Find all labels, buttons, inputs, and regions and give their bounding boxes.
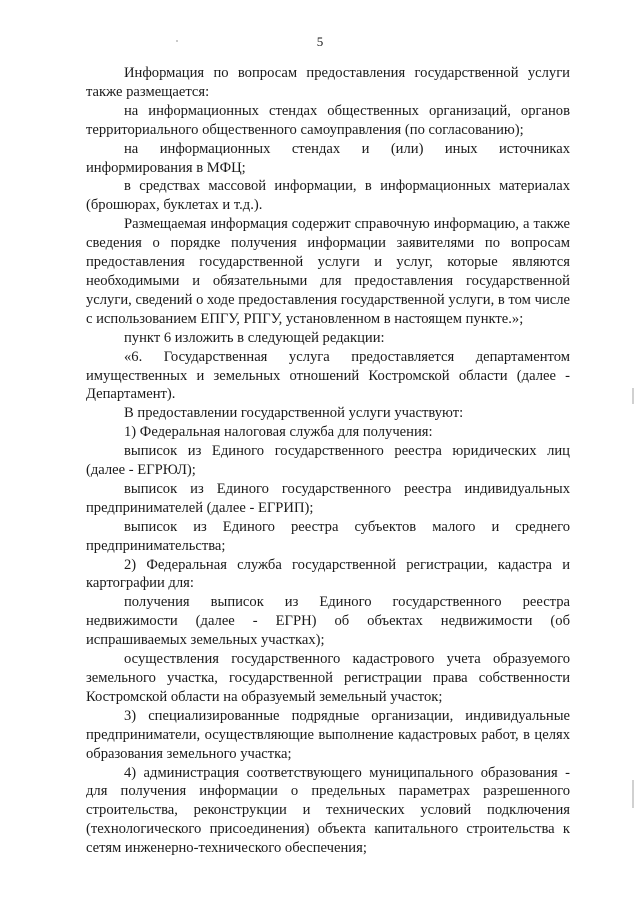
paragraph-amend-point-6: пункт 6 изложить в следующей редакции: <box>124 329 385 346</box>
paragraph-point-6-department: «6. Государственная услуга предоставляется департаментом имущественных и земельных отношений Костромской области (далее - Департамент). <box>86 348 570 403</box>
document-body <box>86 64 570 858</box>
paragraph-sme-register-extracts: выписок из Единого реестра субъектов малого и среднего предпринимательства; <box>86 518 570 554</box>
scan-edge-mark <box>632 780 634 808</box>
paragraph-mfc-stands: на информационных стендах и (или) иных источниках информирования в МФЦ; <box>86 140 570 176</box>
list-item-3-contractors: 3) специализированные подрядные организации, индивидуальные предприниматели, осуществляющие выполнение кадастровых работ, в целях образования земельного участка; <box>86 707 570 762</box>
scan-edge-mark <box>632 388 634 404</box>
paragraph-info-contents: Размещаемая информация содержит справочную информацию, а также сведения о порядке получения информации заявителями по вопросам предоставления государственной услуги и услуг, которые являются необходимыми и обязательными для предоставления государственной услуги, сведений о ходе предоставления государственной услуги, в том числе с использованием ЕПГУ, РПГУ, установленном в настоящем пункте.»; <box>86 216 570 327</box>
page-number: 5 <box>316 34 324 49</box>
paragraph-info-placement: Информация по вопросам предоставления государственной услуги также размещается: <box>86 65 570 100</box>
list-item-2-registration-service: 2) Федеральная служба государственной регистрации, кадастра и картографии для: <box>86 556 570 592</box>
scan-speck <box>176 40 178 42</box>
paragraph-cadastral-registration: осуществления государственного кадастрового учета образуемого земельного участка, государственной регистрации права собственности Костромской области на образуемый земельный участок; <box>86 651 570 705</box>
paragraph-public-organizations: на информационных стендах общественных организаций, органов территориального общественного самоуправления (по согласованию); <box>86 102 570 138</box>
paragraph-mass-media: в средствах массовой информации, в информационных материалах (брошюрах, буклетах и т.д.). <box>86 178 570 214</box>
paragraph-egrn-extracts: получения выписок из Единого государственного реестра недвижимости (далее - ЕГРН) об объектах недвижимости (об испрашиваемых земельных участках); <box>86 594 570 649</box>
paragraph-participants-intro: В предоставлении государственной услуги участвуют: <box>124 405 464 422</box>
paragraph-egrul-extracts: выписок из Единого государственного реестра юридических лиц (далее - ЕГРЮЛ); <box>86 443 570 479</box>
list-item-4-municipal-administration: 4) администрация соответствующего муниципального образования - для получения информации о предельных параметрах разрешенного строительства, реконструкции и технических условий подключения (технологического присоединения) объекта капитального строительства к сетям инженерно-технического обеспечения; <box>86 764 570 857</box>
paragraph-egrip-extracts: выписок из Единого государственного реестра индивидуальных предпринимателей (далее - ЕГРИП); <box>86 480 570 516</box>
list-item-1-tax-service: 1) Федеральная налоговая служба для получения: <box>124 424 433 441</box>
